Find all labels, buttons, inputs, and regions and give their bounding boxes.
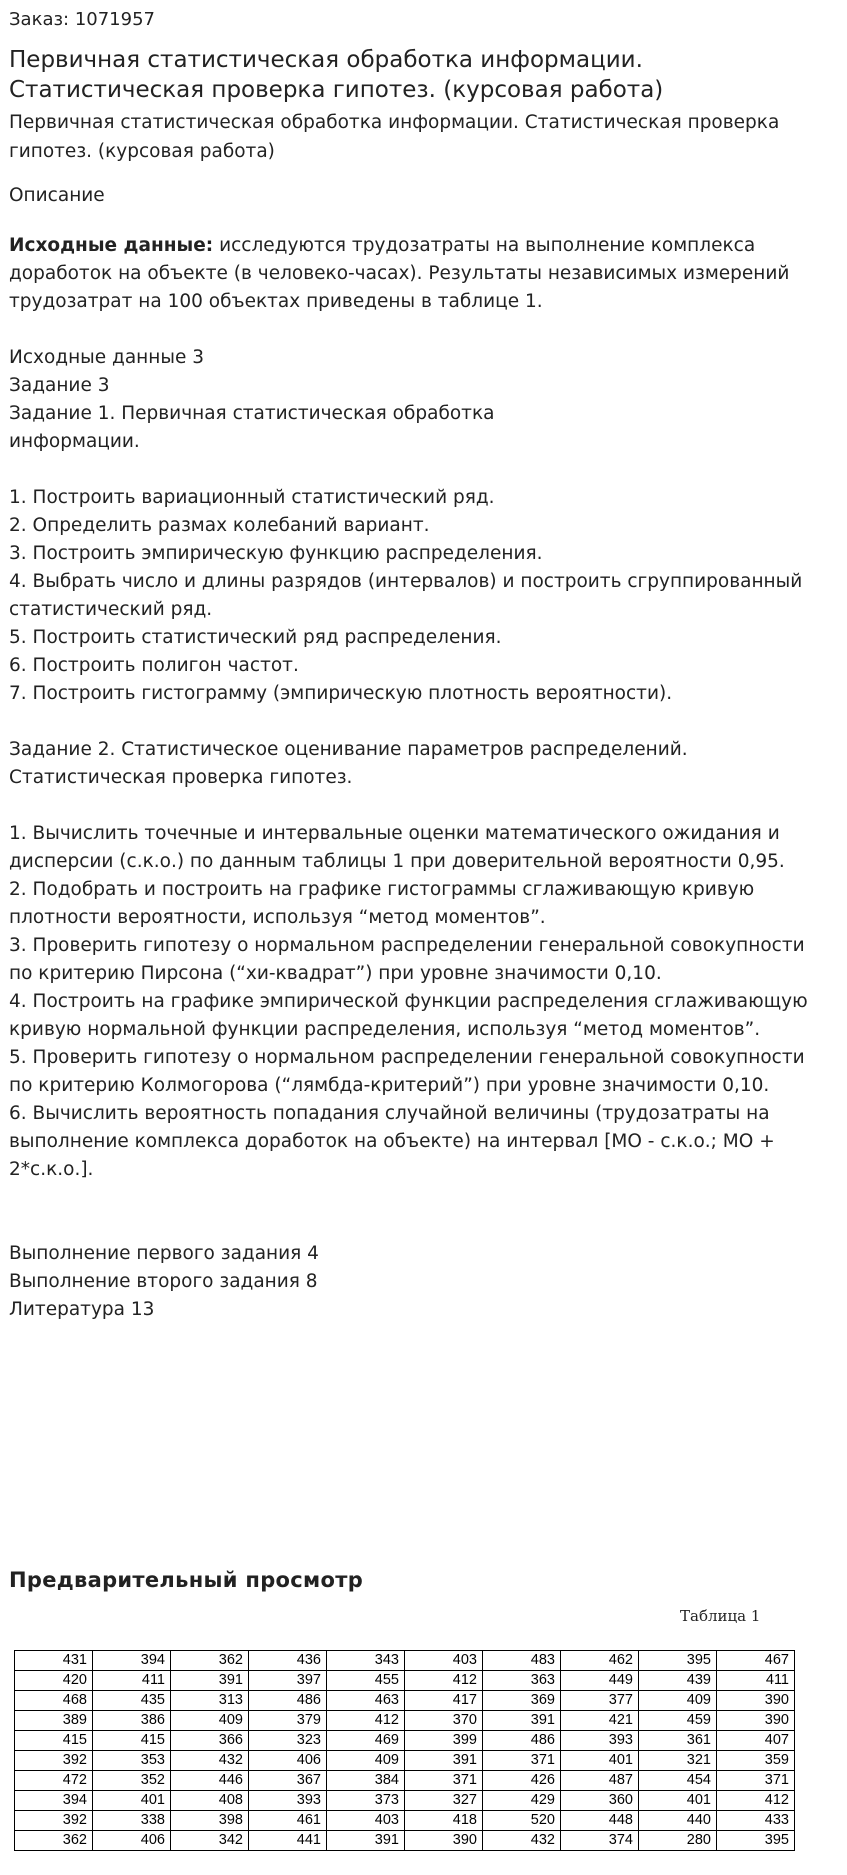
table-cell: 448 [561, 1811, 639, 1831]
task2-line: по критерию Пирсона (“хи-квадрат”) при уровне значимости 0,10. [9, 963, 662, 984]
table-cell: 436 [249, 1651, 327, 1671]
task1-line: статистический ряд. [9, 599, 213, 620]
table-cell: 390 [405, 1831, 483, 1851]
table-cell: 363 [483, 1671, 561, 1691]
table-cell: 426 [483, 1771, 561, 1791]
table-cell: 313 [171, 1691, 249, 1711]
table-cell: 432 [483, 1831, 561, 1851]
table-cell: 367 [249, 1771, 327, 1791]
table-cell: 433 [717, 1811, 795, 1831]
table-cell: 371 [483, 1751, 561, 1771]
task2-line: дисперсии (с.к.о.) по данным таблицы 1 при доверительной вероятности 0,95. [9, 851, 785, 872]
table-cell: 395 [639, 1651, 717, 1671]
table-cell: 403 [327, 1811, 405, 1831]
table-cell: 421 [561, 1711, 639, 1731]
toc-line: Исходные данные 3 [9, 347, 204, 368]
table-cell: 343 [327, 1651, 405, 1671]
table-cell: 338 [93, 1811, 171, 1831]
table-cell: 391 [171, 1671, 249, 1691]
table-cell: 394 [93, 1651, 171, 1671]
table-cell: 439 [639, 1671, 717, 1691]
table-cell: 391 [327, 1831, 405, 1851]
task2-line: 2. Подобрать и построить на графике гистограммы сглаживающую кривую [9, 879, 755, 900]
subtitle [9, 108, 838, 166]
task2-line: по критерию Колмогорова (“лямбда-критерий”) при уровне значимости 0,10. [9, 1075, 770, 1096]
table-cell: 418 [405, 1811, 483, 1831]
table-cell: 390 [717, 1711, 795, 1731]
table-cell: 352 [93, 1771, 171, 1791]
table-cell: 417 [405, 1691, 483, 1711]
task2-line: выполнение комплекса доработок на объекте) на интервал [МО - с.к.о.; МО + [9, 1131, 775, 1152]
task1-list [9, 484, 838, 708]
task2-list [9, 820, 838, 1184]
toc-line: информации. [9, 431, 140, 452]
table-cell: 371 [717, 1771, 795, 1791]
task2-line: 1. Вычислить точечные и интервальные оценки математического ожидания и [9, 823, 780, 844]
table-cell: 370 [405, 1711, 483, 1731]
toc-list [9, 344, 838, 456]
table-cell: 379 [249, 1711, 327, 1731]
table-cell: 369 [483, 1691, 561, 1711]
table-cell: 461 [249, 1811, 327, 1831]
task2-heading [9, 736, 838, 792]
task2-line: 4. Построить на графике эмпирической функции распределения сглаживающую [9, 991, 808, 1012]
title-line-1: Первичная статистическая обработка информации. [9, 47, 643, 73]
table-cell: 435 [93, 1691, 171, 1711]
table-cell: 401 [639, 1791, 717, 1811]
table-cell: 408 [171, 1791, 249, 1811]
table-cell: 409 [327, 1751, 405, 1771]
task2-line: плотности вероятности, используя “метод моментов”. [9, 907, 546, 928]
table-cell: 463 [327, 1691, 405, 1711]
table-cell: 393 [561, 1731, 639, 1751]
table-cell: 487 [561, 1771, 639, 1791]
spacer [9, 792, 838, 820]
table-cell: 406 [249, 1751, 327, 1771]
table-cell: 362 [15, 1831, 93, 1851]
task2-line: кривую нормальной функции распределения, используя “метод моментов”. [9, 1019, 761, 1040]
table-cell: 469 [327, 1731, 405, 1751]
table-cell: 327 [405, 1791, 483, 1811]
order-number: Заказ: 1071957 [9, 9, 155, 30]
table-cell: 412 [717, 1791, 795, 1811]
table-cell: 399 [405, 1731, 483, 1751]
spacer [9, 456, 838, 484]
table-row [15, 1731, 795, 1751]
toc-end-line: Выполнение второго задания 8 [9, 1271, 318, 1292]
table-cell: 398 [171, 1811, 249, 1831]
toc-end-list [9, 1240, 838, 1324]
table-cell: 411 [717, 1671, 795, 1691]
table-row [15, 1691, 795, 1711]
task2-line: 3. Проверить гипотезу о нормальном распределении генеральной совокупности [9, 935, 805, 956]
table-cell: 454 [639, 1771, 717, 1791]
toc-line: Задание 1. Первичная статистическая обработка [9, 403, 495, 424]
table-cell: 411 [93, 1671, 171, 1691]
table-cell: 409 [639, 1691, 717, 1711]
table-cell: 371 [405, 1771, 483, 1791]
table-cell: 432 [171, 1751, 249, 1771]
task1-line: 7. Построить гистограмму (эмпирическую плотность вероятности). [9, 683, 673, 704]
table-cell: 440 [639, 1811, 717, 1831]
table-cell: 392 [15, 1751, 93, 1771]
table-cell: 323 [249, 1731, 327, 1751]
table-cell: 406 [93, 1831, 171, 1851]
table-cell: 374 [561, 1831, 639, 1851]
task1-line: 3. Построить эмпирическую функцию распределения. [9, 543, 543, 564]
toc-end-line: Литература 13 [9, 1299, 155, 1320]
table-cell: 403 [405, 1651, 483, 1671]
subtitle-line-2: гипотез. (курсовая работа) [9, 141, 275, 162]
table-cell: 390 [717, 1691, 795, 1711]
table-cell: 472 [15, 1771, 93, 1791]
task2-line: 5. Проверить гипотезу о нормальном распределении генеральной совокупности [9, 1047, 805, 1068]
table-cell: 342 [171, 1831, 249, 1851]
table-cell: 393 [249, 1791, 327, 1811]
table-cell: 361 [639, 1731, 717, 1751]
spacer [9, 1212, 838, 1240]
preview-heading: Предварительный просмотр [9, 1568, 364, 1592]
description-heading: Описание [9, 185, 105, 206]
page-content [0, 9, 847, 1324]
table-cell: 366 [171, 1731, 249, 1751]
table-cell: 280 [639, 1831, 717, 1851]
table-row [15, 1751, 795, 1771]
source-line-3: трудозатрат на 100 объектах приведены в таблице 1. [9, 291, 543, 312]
table-cell: 415 [15, 1731, 93, 1751]
table-cell: 449 [561, 1671, 639, 1691]
task2-line: 2*с.к.о.]. [9, 1159, 94, 1180]
spacer [9, 316, 838, 344]
table-cell: 486 [483, 1731, 561, 1751]
table-cell: 386 [93, 1711, 171, 1731]
table-cell: 455 [327, 1671, 405, 1691]
table-row [15, 1771, 795, 1791]
table-cell: 459 [639, 1711, 717, 1731]
table-cell: 462 [561, 1651, 639, 1671]
description-body [9, 232, 838, 1324]
table-cell: 360 [561, 1791, 639, 1811]
table-cell: 394 [15, 1791, 93, 1811]
table-cell: 409 [171, 1711, 249, 1731]
task1-line: 6. Построить полигон частот. [9, 655, 299, 676]
table-cell: 391 [405, 1751, 483, 1771]
table-row [15, 1651, 795, 1671]
table-cell: 415 [93, 1731, 171, 1751]
table-cell: 373 [327, 1791, 405, 1811]
source-label: Исходные данные: [9, 235, 214, 256]
task2-line: 6. Вычислить вероятность попадания случайной величины (трудозатраты на [9, 1103, 770, 1124]
table-cell: 412 [405, 1671, 483, 1691]
table-cell: 353 [93, 1751, 171, 1771]
table-cell: 486 [249, 1691, 327, 1711]
source-line-2: доработок на объекте (в человеко-часах). Результаты независимых измерений [9, 263, 790, 284]
table-row [15, 1811, 795, 1831]
table-cell: 467 [717, 1651, 795, 1671]
table-cell: 392 [15, 1811, 93, 1831]
table-row [15, 1671, 795, 1691]
table-cell: 397 [249, 1671, 327, 1691]
task2-heading-line: Статистическая проверка гипотез. [9, 767, 353, 788]
page-title [9, 45, 838, 105]
spacer [9, 708, 838, 736]
spacer [9, 1184, 838, 1212]
table-cell: 412 [327, 1711, 405, 1731]
table-cell: 395 [717, 1831, 795, 1851]
table-row [15, 1831, 795, 1851]
table-cell: 401 [561, 1751, 639, 1771]
data-table [14, 1650, 795, 1851]
source-text: исследуются трудозатраты на выполнение комплекса [213, 235, 756, 256]
table-cell: 401 [93, 1791, 171, 1811]
table-cell: 407 [717, 1731, 795, 1751]
task1-line: 4. Выбрать число и длины разрядов (интервалов) и построить сгруппированный [9, 571, 803, 592]
title-line-2: Статистическая проверка гипотез. (курсовая работа) [9, 77, 664, 103]
table-cell: 429 [483, 1791, 561, 1811]
toc-line: Задание 3 [9, 375, 110, 396]
table-cell: 391 [483, 1711, 561, 1731]
task1-line: 5. Построить статистический ряд распределения. [9, 627, 502, 648]
table-cell: 483 [483, 1651, 561, 1671]
table-cell: 520 [483, 1811, 561, 1831]
table-cell: 384 [327, 1771, 405, 1791]
table-cell: 431 [15, 1651, 93, 1671]
table-cell: 362 [171, 1651, 249, 1671]
table-cell: 420 [15, 1671, 93, 1691]
table-row [15, 1791, 795, 1811]
table-caption: Таблица 1 [680, 1607, 761, 1625]
subtitle-line-1: Первичная статистическая обработка информации. Статистическая проверка [9, 112, 780, 133]
task1-line: 2. Определить размах колебаний вариант. [9, 515, 430, 536]
table-cell: 377 [561, 1691, 639, 1711]
toc-end-line: Выполнение первого задания 4 [9, 1243, 319, 1264]
table-cell: 441 [249, 1831, 327, 1851]
source-line-1 [9, 232, 838, 260]
task2-heading-line: Задание 2. Статистическое оценивание параметров распределений. [9, 739, 688, 760]
table-cell: 389 [15, 1711, 93, 1731]
table-cell: 321 [639, 1751, 717, 1771]
table-cell: 468 [15, 1691, 93, 1711]
table-row [15, 1711, 795, 1731]
table-cell: 446 [171, 1771, 249, 1791]
task1-line: 1. Построить вариационный статистический ряд. [9, 487, 495, 508]
table-cell: 359 [717, 1751, 795, 1771]
